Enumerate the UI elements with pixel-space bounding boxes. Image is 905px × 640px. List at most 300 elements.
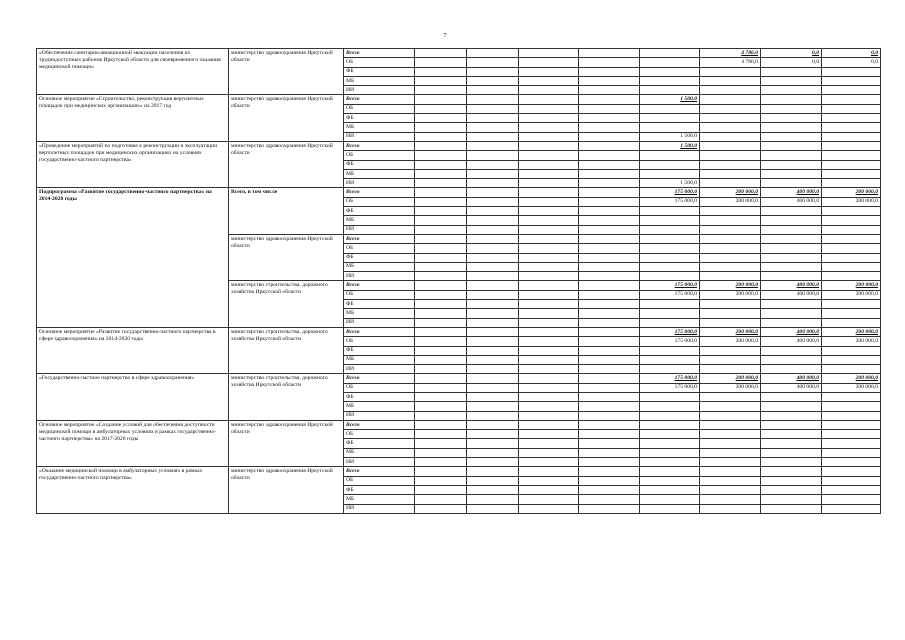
amount-cell xyxy=(519,281,579,290)
amount-cell xyxy=(640,300,700,309)
amount-cell xyxy=(579,95,640,104)
amount-cell xyxy=(761,67,822,76)
amount-cell xyxy=(700,448,761,457)
funding-source-label: Всего xyxy=(344,467,415,476)
amount-cell: 175 000,0 xyxy=(640,383,700,392)
amount-cell xyxy=(467,383,519,392)
amount-cell xyxy=(640,346,700,355)
funding-source-label: ИИ xyxy=(344,365,415,374)
funding-source-label: ИИ xyxy=(344,318,415,327)
amount-cell: 200 000,0 xyxy=(822,281,881,290)
amount-cell xyxy=(640,58,700,67)
amount-cell xyxy=(467,327,519,336)
amount-cell xyxy=(519,337,579,346)
amount-cell xyxy=(700,420,761,429)
amount-cell xyxy=(700,300,761,309)
amount-cell xyxy=(822,272,881,281)
activity-name: «Обеспечение санитарно-авиационной эвакуации населения из труднодоступных районов Иркутской области для своевременного оказания медицинской помощи» xyxy=(37,49,229,95)
amount-cell xyxy=(467,58,519,67)
amount-cell xyxy=(822,458,881,467)
amount-cell xyxy=(519,114,579,123)
funding-source-label: ФБ xyxy=(344,346,415,355)
amount-cell xyxy=(467,355,519,364)
amount-cell: 200 000,0 xyxy=(700,383,761,392)
amount-cell xyxy=(822,411,881,420)
amount-cell xyxy=(415,114,467,123)
amount-cell xyxy=(467,262,519,271)
funding-source-label: Всего xyxy=(344,327,415,336)
amount-cell xyxy=(579,104,640,113)
amount-cell xyxy=(822,253,881,262)
activity-name: «Проведение мероприятий по подготовке к реконструкции и эксплуатации вертолетных площадок при медицинских организациях на условиях государственно-частного партнерства» xyxy=(37,141,229,187)
funding-source-label: ОБ xyxy=(344,197,415,206)
amount-cell xyxy=(822,485,881,494)
amount-cell xyxy=(579,290,640,299)
amount-cell xyxy=(579,179,640,188)
funding-source-label: ОБ xyxy=(344,430,415,439)
amount-cell: 200 000,0 xyxy=(700,188,761,197)
amount-cell xyxy=(640,207,700,216)
amount-cell xyxy=(700,114,761,123)
amount-cell xyxy=(415,281,467,290)
amount-cell xyxy=(822,114,881,123)
amount-cell xyxy=(579,188,640,197)
amount-cell xyxy=(467,160,519,169)
amount-cell xyxy=(700,458,761,467)
activity-name: Основное мероприятие «Строительство, реконструкция вертолетных площадок при медицинских организациях» на 2017 год xyxy=(37,95,229,141)
amount-cell xyxy=(579,76,640,85)
amount-cell xyxy=(822,439,881,448)
amount-cell xyxy=(519,169,579,178)
amount-cell xyxy=(519,309,579,318)
funding-source-label: МБ xyxy=(344,355,415,364)
amount-cell xyxy=(415,179,467,188)
funding-source-label: ФБ xyxy=(344,300,415,309)
amount-cell xyxy=(415,49,467,58)
amount-cell xyxy=(467,392,519,401)
funding-source-label: МБ xyxy=(344,309,415,318)
amount-cell xyxy=(700,216,761,225)
amount-cell xyxy=(579,439,640,448)
amount-cell xyxy=(519,123,579,132)
amount-cell xyxy=(761,476,822,485)
amount-cell xyxy=(640,309,700,318)
amount-cell xyxy=(761,318,822,327)
amount-cell xyxy=(700,160,761,169)
amount-cell xyxy=(579,327,640,336)
executor-name: министерство строительства, дорожного хозяйства Иркутской области xyxy=(229,374,344,420)
funding-source-label: МБ xyxy=(344,495,415,504)
amount-cell xyxy=(640,355,700,364)
amount-cell xyxy=(822,262,881,271)
amount-cell xyxy=(579,207,640,216)
amount-cell xyxy=(415,448,467,457)
amount-cell xyxy=(700,402,761,411)
amount-cell xyxy=(822,207,881,216)
funding-source-label: ОБ xyxy=(344,337,415,346)
amount-cell xyxy=(415,495,467,504)
amount-cell xyxy=(579,262,640,271)
funding-source-label: ИИ xyxy=(344,458,415,467)
amount-cell xyxy=(467,402,519,411)
amount-cell xyxy=(761,151,822,160)
table-row xyxy=(37,188,881,197)
funding-source-label: МБ xyxy=(344,169,415,178)
amount-cell: 200 000,0 xyxy=(822,374,881,383)
amount-cell xyxy=(519,76,579,85)
amount-cell xyxy=(415,141,467,150)
amount-cell xyxy=(700,309,761,318)
executor-name: министерство строительства, дорожного хозяйства Иркутской области xyxy=(229,281,344,327)
amount-cell xyxy=(579,476,640,485)
amount-cell: 4 786,0 xyxy=(700,58,761,67)
amount-cell xyxy=(822,355,881,364)
amount-cell xyxy=(822,504,881,513)
amount-cell xyxy=(761,216,822,225)
amount-cell xyxy=(467,179,519,188)
amount-cell xyxy=(822,86,881,95)
funding-source-label: ОБ xyxy=(344,383,415,392)
amount-cell: 175 000,0 xyxy=(640,281,700,290)
amount-cell xyxy=(519,383,579,392)
amount-cell xyxy=(467,476,519,485)
amount-cell xyxy=(519,151,579,160)
amount-cell xyxy=(822,402,881,411)
amount-cell xyxy=(640,104,700,113)
amount-cell xyxy=(579,67,640,76)
amount-cell xyxy=(640,420,700,429)
amount-cell xyxy=(519,262,579,271)
amount-cell: 400 000,0 xyxy=(761,383,822,392)
amount-cell: 1 500,0 xyxy=(640,179,700,188)
amount-cell xyxy=(761,234,822,243)
amount-cell xyxy=(640,272,700,281)
funding-source-label: ОБ xyxy=(344,244,415,253)
amount-cell xyxy=(415,290,467,299)
amount-cell: 200 000,0 xyxy=(822,290,881,299)
amount-cell xyxy=(761,160,822,169)
amount-cell xyxy=(579,485,640,494)
amount-cell xyxy=(640,234,700,243)
amount-cell xyxy=(640,495,700,504)
amount-cell xyxy=(640,86,700,95)
amount-cell xyxy=(519,141,579,150)
amount-cell xyxy=(467,448,519,457)
funding-source-label: ФБ xyxy=(344,392,415,401)
amount-cell xyxy=(640,151,700,160)
executor-name: министерство здравоохранения Иркутской области xyxy=(229,420,344,466)
amount-cell xyxy=(467,197,519,206)
table-row xyxy=(37,327,881,336)
amount-cell xyxy=(822,467,881,476)
amount-cell xyxy=(467,281,519,290)
amount-cell xyxy=(519,346,579,355)
funding-source-label: ИИ xyxy=(344,225,415,234)
amount-cell xyxy=(415,355,467,364)
amount-cell xyxy=(822,95,881,104)
funding-source-label: ФБ xyxy=(344,485,415,494)
amount-cell xyxy=(467,244,519,253)
amount-cell xyxy=(640,253,700,262)
amount-cell xyxy=(579,458,640,467)
funding-source-label: ОБ xyxy=(344,58,415,67)
amount-cell: 200 000,0 xyxy=(822,188,881,197)
amount-cell xyxy=(467,504,519,513)
amount-cell xyxy=(579,281,640,290)
amount-cell xyxy=(761,392,822,401)
amount-cell xyxy=(467,290,519,299)
amount-cell xyxy=(519,439,579,448)
amount-cell xyxy=(640,467,700,476)
amount-cell xyxy=(761,485,822,494)
amount-cell xyxy=(579,151,640,160)
amount-cell xyxy=(700,225,761,234)
amount-cell xyxy=(761,504,822,513)
amount-cell xyxy=(640,392,700,401)
amount-cell xyxy=(700,86,761,95)
amount-cell xyxy=(519,95,579,104)
amount-cell xyxy=(822,216,881,225)
amount-cell xyxy=(415,132,467,141)
amount-cell xyxy=(519,58,579,67)
amount-cell xyxy=(822,76,881,85)
table-row xyxy=(37,95,881,104)
funding-source-label: ФБ xyxy=(344,160,415,169)
amount-cell xyxy=(415,67,467,76)
executor-name: министерство здравоохранения Иркутской области xyxy=(229,234,344,280)
amount-cell xyxy=(467,467,519,476)
amount-cell: 175 000,0 xyxy=(640,327,700,336)
amount-cell xyxy=(640,76,700,85)
amount-cell xyxy=(761,95,822,104)
amount-cell: 200 000,0 xyxy=(822,337,881,346)
amount-cell xyxy=(519,458,579,467)
amount-cell xyxy=(579,504,640,513)
amount-cell xyxy=(415,151,467,160)
table-row xyxy=(37,49,881,58)
amount-cell: 1 500,0 xyxy=(640,132,700,141)
amount-cell xyxy=(700,485,761,494)
amount-cell xyxy=(519,49,579,58)
amount-cell xyxy=(700,234,761,243)
amount-cell xyxy=(700,169,761,178)
amount-cell xyxy=(640,262,700,271)
amount-cell xyxy=(640,485,700,494)
amount-cell xyxy=(415,365,467,374)
amount-cell xyxy=(822,392,881,401)
amount-cell xyxy=(415,467,467,476)
amount-cell xyxy=(519,365,579,374)
funding-source-label: ФБ xyxy=(344,253,415,262)
amount-cell xyxy=(761,141,822,150)
funding-source-label: Всего xyxy=(344,95,415,104)
amount-cell xyxy=(415,420,467,429)
amount-cell xyxy=(579,216,640,225)
amount-cell xyxy=(761,225,822,234)
amount-cell: 4 786,0 xyxy=(700,49,761,58)
amount-cell xyxy=(700,495,761,504)
amount-cell xyxy=(579,234,640,243)
amount-cell xyxy=(467,309,519,318)
amount-cell xyxy=(822,160,881,169)
amount-cell xyxy=(640,67,700,76)
amount-cell xyxy=(519,300,579,309)
amount-cell xyxy=(415,346,467,355)
amount-cell xyxy=(467,374,519,383)
amount-cell xyxy=(640,169,700,178)
funding-source-label: ФБ xyxy=(344,67,415,76)
amount-cell xyxy=(467,104,519,113)
table-row xyxy=(37,420,881,429)
amount-cell xyxy=(761,104,822,113)
amount-cell xyxy=(467,76,519,85)
amount-cell xyxy=(415,244,467,253)
amount-cell xyxy=(519,244,579,253)
amount-cell xyxy=(467,114,519,123)
amount-cell: 0,0 xyxy=(761,58,822,67)
amount-cell xyxy=(700,151,761,160)
amount-cell xyxy=(415,485,467,494)
amount-cell xyxy=(519,216,579,225)
amount-cell xyxy=(467,337,519,346)
amount-cell xyxy=(579,197,640,206)
amount-cell xyxy=(700,123,761,132)
amount-cell xyxy=(700,439,761,448)
amount-cell xyxy=(415,318,467,327)
amount-cell xyxy=(519,253,579,262)
amount-cell: 400 000,0 xyxy=(761,281,822,290)
amount-cell xyxy=(519,207,579,216)
amount-cell xyxy=(822,151,881,160)
amount-cell xyxy=(519,411,579,420)
amount-cell xyxy=(822,476,881,485)
amount-cell xyxy=(467,123,519,132)
funding-source-label: ИИ xyxy=(344,504,415,513)
amount-cell xyxy=(579,383,640,392)
amount-cell xyxy=(761,346,822,355)
amount-cell xyxy=(519,188,579,197)
amount-cell xyxy=(761,300,822,309)
amount-cell xyxy=(415,104,467,113)
amount-cell xyxy=(467,49,519,58)
amount-cell xyxy=(640,411,700,420)
activity-name: Основное мероприятие «Создание условий для обеспечения доступности медицинской помощи в амбулаторных условиях в рамках государственно-частного партнерства» на 2017-2020 годы xyxy=(37,420,229,466)
amount-cell xyxy=(761,495,822,504)
amount-cell xyxy=(761,467,822,476)
amount-cell: 0,0 xyxy=(761,49,822,58)
amount-cell xyxy=(467,141,519,150)
amount-cell: 200 000,0 xyxy=(700,197,761,206)
amount-cell xyxy=(467,430,519,439)
amount-cell xyxy=(640,160,700,169)
amount-cell xyxy=(761,169,822,178)
amount-cell xyxy=(579,169,640,178)
amount-cell xyxy=(640,430,700,439)
amount-cell xyxy=(579,318,640,327)
funding-source-label: ИИ xyxy=(344,272,415,281)
amount-cell xyxy=(700,365,761,374)
amount-cell xyxy=(579,49,640,58)
amount-cell xyxy=(415,253,467,262)
amount-cell xyxy=(822,225,881,234)
amount-cell xyxy=(640,402,700,411)
amount-cell xyxy=(467,346,519,355)
amount-cell xyxy=(579,253,640,262)
amount-cell xyxy=(579,448,640,457)
amount-cell xyxy=(415,337,467,346)
activity-name: «Оказание медицинской помощи в амбулаторных условиях в рамках государственно-частного партнерства» xyxy=(37,467,229,513)
table-row xyxy=(37,467,881,476)
amount-cell: 0,0 xyxy=(822,58,881,67)
amount-cell xyxy=(519,290,579,299)
executor-name: Всего, в том числе xyxy=(229,188,344,234)
funding-source-label: Всего xyxy=(344,188,415,197)
amount-cell xyxy=(467,485,519,494)
amount-cell: 175 000,0 xyxy=(640,290,700,299)
amount-cell: 175 000,0 xyxy=(640,374,700,383)
amount-cell xyxy=(700,504,761,513)
amount-cell xyxy=(700,262,761,271)
amount-cell xyxy=(579,132,640,141)
amount-cell xyxy=(761,244,822,253)
amount-cell xyxy=(700,104,761,113)
executor-name: министерство здравоохранения Иркутской области xyxy=(229,467,344,513)
amount-cell xyxy=(579,365,640,374)
amount-cell xyxy=(467,188,519,197)
amount-cell xyxy=(579,58,640,67)
amount-cell xyxy=(822,309,881,318)
amount-cell xyxy=(822,430,881,439)
amount-cell: 200 000,0 xyxy=(700,374,761,383)
amount-cell xyxy=(822,448,881,457)
amount-cell xyxy=(822,234,881,243)
amount-cell xyxy=(700,355,761,364)
amount-cell xyxy=(415,95,467,104)
amount-cell xyxy=(415,458,467,467)
amount-cell xyxy=(467,67,519,76)
amount-cell: 400 000,0 xyxy=(761,188,822,197)
amount-cell xyxy=(761,309,822,318)
amount-cell xyxy=(579,467,640,476)
amount-cell xyxy=(519,160,579,169)
funding-source-label: МБ xyxy=(344,448,415,457)
amount-cell xyxy=(640,439,700,448)
amount-cell xyxy=(761,76,822,85)
funding-source-label: МБ xyxy=(344,76,415,85)
amount-cell xyxy=(761,458,822,467)
amount-cell xyxy=(761,272,822,281)
amount-cell xyxy=(700,76,761,85)
amount-cell xyxy=(822,104,881,113)
amount-cell xyxy=(700,207,761,216)
amount-cell xyxy=(467,458,519,467)
amount-cell: 400 000,0 xyxy=(761,337,822,346)
amount-cell xyxy=(415,234,467,243)
amount-cell xyxy=(640,365,700,374)
amount-cell xyxy=(467,300,519,309)
amount-cell xyxy=(579,346,640,355)
amount-cell xyxy=(700,67,761,76)
amount-cell xyxy=(640,225,700,234)
amount-cell xyxy=(467,169,519,178)
amount-cell xyxy=(761,123,822,132)
amount-cell xyxy=(519,430,579,439)
amount-cell xyxy=(640,216,700,225)
amount-cell xyxy=(519,467,579,476)
amount-cell xyxy=(822,420,881,429)
amount-cell xyxy=(761,420,822,429)
amount-cell xyxy=(822,67,881,76)
